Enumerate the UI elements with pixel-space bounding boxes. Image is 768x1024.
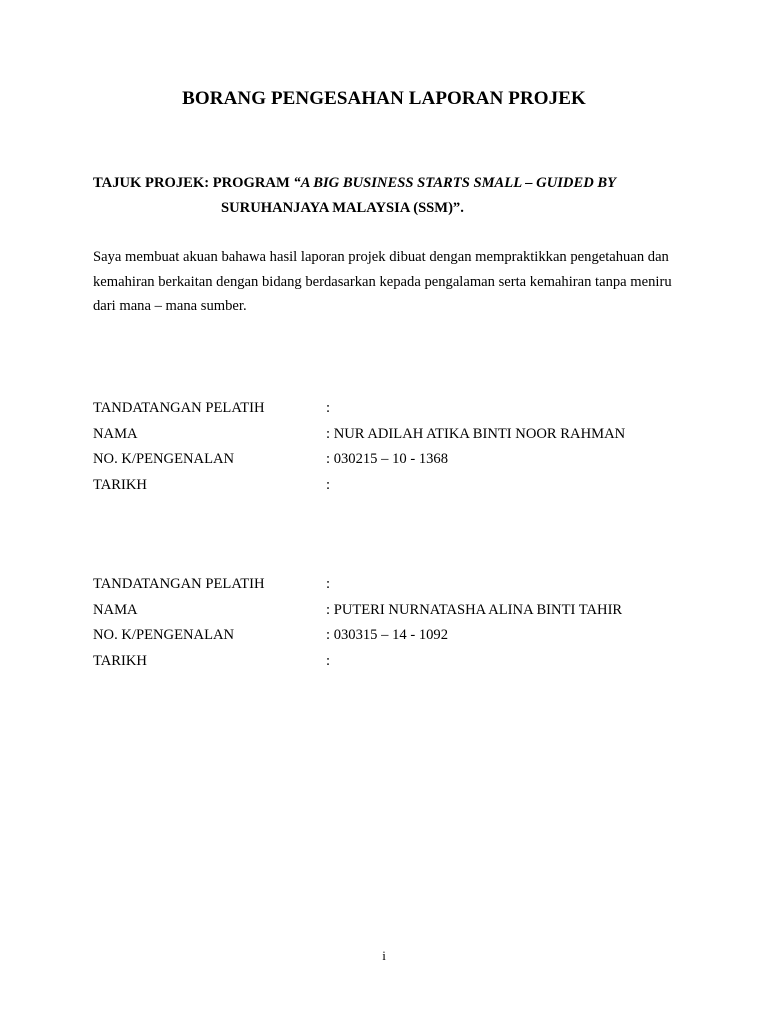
signature-value: : [326, 576, 331, 592]
signature-row [93, 572, 693, 598]
trainee-signature-block-1 [93, 396, 693, 498]
name-label: NAMA [93, 425, 138, 442]
page-number: i [382, 948, 386, 963]
ic-number-row [93, 447, 693, 473]
ic-number-value: : 030215 – 10 - 1368 [326, 451, 449, 467]
ic-number-value: : 030315 – 14 - 1092 [326, 627, 449, 643]
project-title [93, 171, 713, 221]
date-value: : [326, 476, 331, 493]
project-title-label: TAJUK PROJEK: PROGRAM [93, 175, 294, 191]
signature-label: TANDATANGAN PELATIH [93, 400, 265, 416]
ic-number-label: NO. K/PENGENALAN [93, 451, 235, 467]
date-row [93, 649, 693, 675]
project-title-italic: “A BIG BUSINESS STARTS SMALL – GUIDED BY [293, 175, 617, 191]
name-label: NAMA [93, 601, 138, 618]
date-value: : [326, 652, 331, 669]
document-title: BORANG PENGESAHAN LAPORAN PROJEK [182, 88, 586, 109]
name-row [93, 598, 693, 624]
signature-row [93, 396, 693, 422]
date-label: TARIKH [93, 652, 147, 669]
signature-label: TANDATANGAN PELATIH [93, 576, 265, 592]
trainee-signature-block-2 [93, 572, 693, 674]
ic-number-row [93, 623, 693, 649]
date-row [93, 473, 693, 499]
signature-value: : [326, 400, 331, 416]
name-value: : NUR ADILAH ATIKA BINTI NOOR RAHMAN [326, 425, 626, 442]
declaration-text: Saya membuat akuan bahawa hasil laporan projek dibuat dengan mempraktikkan pengetahuan dan kemahiran berkaitan dengan bidang berdasarkan kepada pengalaman serta kemahiran tanpa meniru dari mana – mana sumber. [93, 249, 672, 314]
name-value: : PUTERI NURNATASHA ALINA BINTI TAHIR [326, 601, 623, 618]
project-title-line2: SURUHANJAYA MALAYSIA (SSM)”. [221, 200, 464, 216]
ic-number-label: NO. K/PENGENALAN [93, 627, 235, 643]
name-row [93, 422, 693, 448]
date-label: TARIKH [93, 476, 147, 493]
